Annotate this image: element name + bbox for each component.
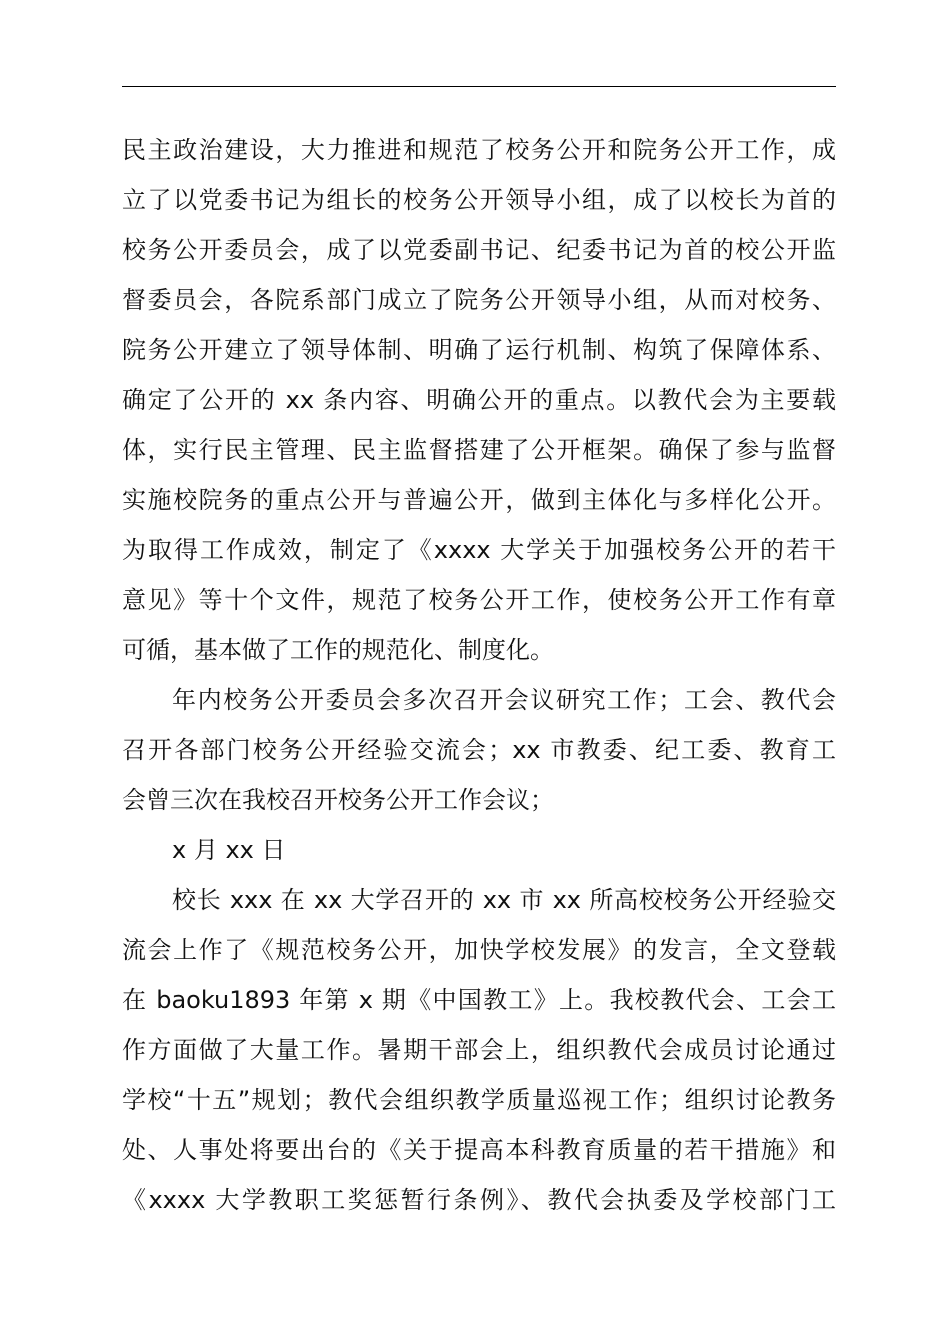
- text-line: 可循，基本做了工作的规范化、制度化。: [122, 636, 554, 664]
- text-line: 校务公开委员会，成了以党委副书记、纪委书记为首的校公开监: [122, 236, 836, 264]
- text-line: 立了以党委书记为组长的校务公开领导小组，成了以校长为首的: [122, 186, 836, 214]
- text-line: 确定了公开的 xx 条内容、明确公开的重点。以教代会为主要载: [122, 386, 836, 414]
- text-line: 为取得工作成效，制定了《xxxx 大学关于加强校务公开的若干: [122, 536, 836, 564]
- header-rule: [122, 86, 836, 87]
- text-line: 督委员会，各院系部门成立了院务公开领导小组，从而对校务、: [122, 286, 836, 314]
- text-line: 院务公开建立了领导体制、明确了运行机制、构筑了保障体系、: [122, 336, 836, 364]
- text-line: 体，实行民主管理、民主监督搭建了公开框架。确保了参与监督: [122, 436, 836, 464]
- date-line: x 月 xx 日: [172, 836, 286, 864]
- text-line: 民主政治建设，大力推进和规范了校务公开和院务公开工作，成: [122, 136, 836, 164]
- text-line: 在 baoku1893 年第 x 期《中国教工》上。我校教代会、工会工: [122, 986, 836, 1014]
- text-line: 流会上作了《规范校务公开，加快学校发展》的发言，全文登载: [122, 936, 836, 964]
- text-line: 学校“十五”规划；教代会组织教学质量巡视工作；组织讨论教务: [122, 1086, 836, 1114]
- text-line: 年内校务公开委员会多次召开会议研究工作；工会、教代会: [172, 686, 836, 714]
- text-line: 会曾三次在我校召开校务公开工作会议；: [122, 786, 554, 814]
- text-line: 处、人事处将要出台的《关于提高本科教育质量的若干措施》和: [122, 1136, 836, 1164]
- document-body: [122, 125, 836, 1225]
- text-line: 《xxxx 大学教职工奖惩暂行条例》、教代会执委及学校部门工: [122, 1186, 836, 1214]
- text-line: 作方面做了大量工作。暑期干部会上，组织教代会成员讨论通过: [122, 1036, 836, 1064]
- text-line: 实施校院务的重点公开与普遍公开，做到主体化与多样化公开。: [122, 486, 836, 514]
- text-line: 校长 xxx 在 xx 大学召开的 xx 市 xx 所高校校务公开经验交: [172, 886, 836, 914]
- text-line: 召开各部门校务公开经验交流会；xx 市教委、纪工委、教育工: [122, 736, 836, 764]
- text-line: 意见》等十个文件，规范了校务公开工作，使校务公开工作有章: [122, 586, 836, 614]
